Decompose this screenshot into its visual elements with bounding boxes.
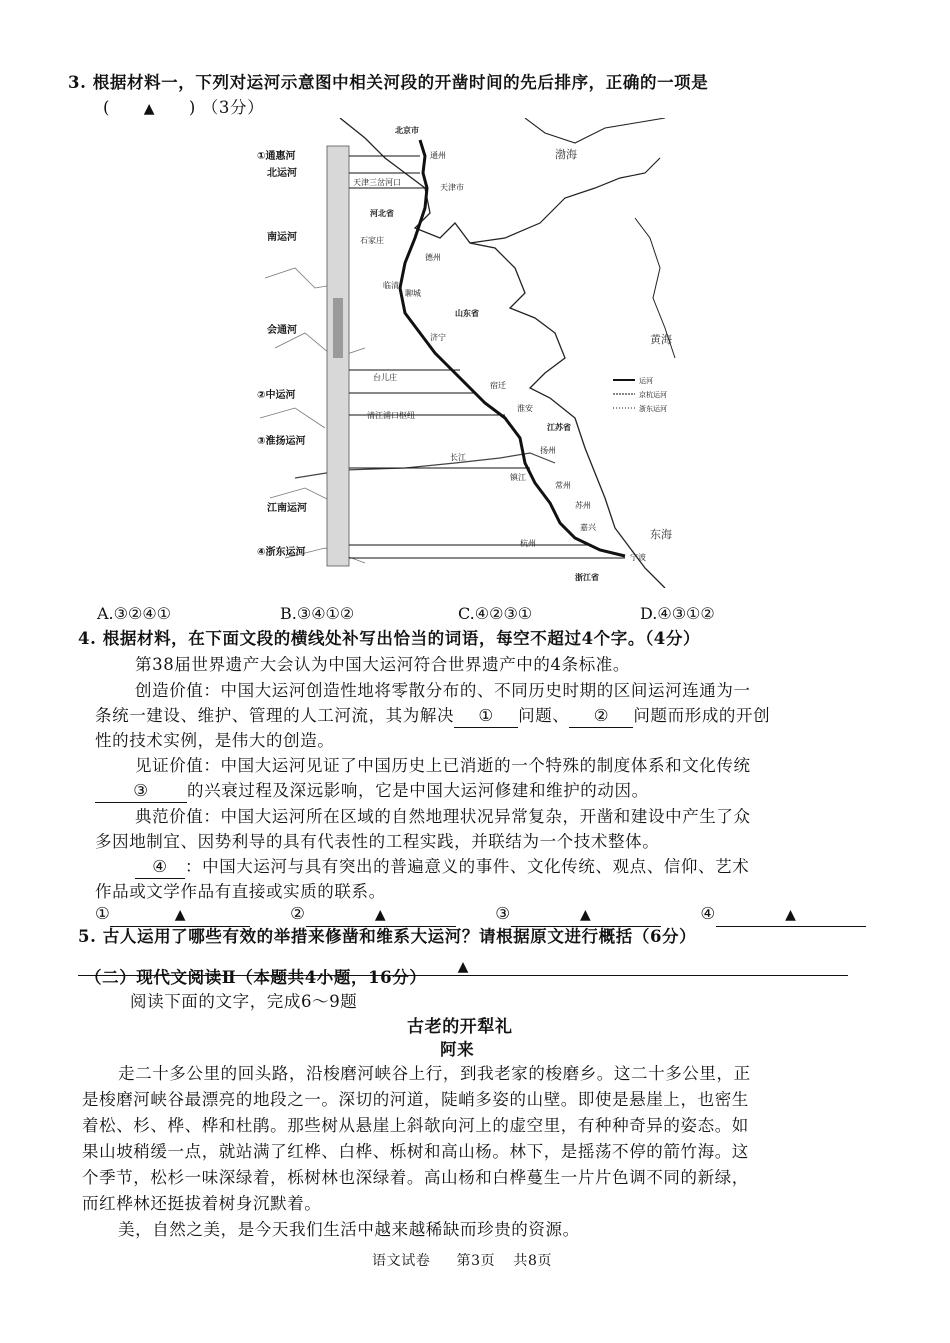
q3-stem <box>68 72 708 94</box>
place-zhejiang: 浙江省 <box>575 573 599 582</box>
q3-score: （3分） <box>201 98 265 117</box>
q4-creative-pre: 条统一建设、维护、管理的人工河流，其为解决 <box>95 706 455 725</box>
footer-subject: 语文试卷 <box>372 1253 431 1269</box>
answer-line-4[interactable] <box>716 903 866 927</box>
sea-huanghai: 黄海 <box>650 333 672 346</box>
answer-marker-icon: ▲ <box>374 907 387 923</box>
q3-option-d: D.④③①② <box>640 604 715 623</box>
blank-1: ① <box>454 705 518 728</box>
shandong-coast <box>470 158 660 243</box>
canal-label-zhongyun: ②中运河 <box>257 390 296 401</box>
canal-label-huitong: 会通河 <box>267 325 297 336</box>
place-shijiazhuang: 石家庄 <box>360 236 384 245</box>
place-suzhou: 苏州 <box>575 501 591 510</box>
answer-marker-icon: ▲ <box>143 101 156 117</box>
paren-close: ) <box>188 98 196 117</box>
article-line: 是梭磨河峡谷最漂亮的地段之一。深切的河道，陡峭多姿的山壁。即使是悬崖上，也密生 <box>82 1090 749 1109</box>
answer-label-1: ① <box>95 904 111 923</box>
q4-creative-line2 <box>95 705 770 728</box>
place-dezhou: 德州 <box>425 253 441 262</box>
place-huaian: 淮安 <box>517 404 533 413</box>
article-title: 古老的开犁礼 <box>407 1017 513 1037</box>
elevation-band-dark <box>333 298 343 358</box>
q4-creative-line1: 创造价值：中国大运河创造性地将零散分布的、不同历史时期的区间运河连通为一 <box>135 681 751 700</box>
answer-line-1[interactable] <box>110 903 250 927</box>
liaodong-coast <box>525 118 665 143</box>
grand-canal-route <box>400 140 625 556</box>
canal-label-beiyun: 北运河 <box>267 168 297 179</box>
q4-creative-mid: 问题、 <box>518 706 570 725</box>
place-changjiang: 长江 <box>450 453 466 462</box>
place-ningbo: 宁波 <box>630 553 646 562</box>
sea-donghai: 东海 <box>650 528 672 541</box>
article-line: 走二十多公里的回头路，沿梭磨河峡谷上行，到我老家的梭磨乡。这二十多公里，正 <box>118 1064 751 1083</box>
place-suqian: 宿迁 <box>490 381 506 390</box>
answer-marker-icon: ▲ <box>457 959 469 975</box>
answer-marker-icon: ▲ <box>579 907 592 923</box>
q3-option-c: C.④②③① <box>458 604 533 623</box>
canal-label-zhedong: ④浙东运河 <box>257 547 306 558</box>
place-qingjiangpu: 清江浦口枢纽 <box>367 411 415 420</box>
place-hangzhou: 杭州 <box>520 539 536 548</box>
q4-witness-post: 的兴衰过程及深远影响，它是中国大运河修建和维护的动因。 <box>187 781 649 800</box>
answer-label-4: ④ <box>700 904 716 923</box>
place-shandong: 山东省 <box>455 309 479 318</box>
place-linqing: 临清 <box>383 281 399 290</box>
place-zhenjiang: 镇江 <box>510 473 526 482</box>
answer-label-3: ③ <box>495 904 511 923</box>
q3-option-b: B.③④①② <box>280 604 355 623</box>
article-line: 果山坡稍缓一点，就站满了红桦、白桦、栎树和高山杨。林下，是摇荡不停的箭竹海。这 <box>82 1142 749 1161</box>
footer-page: 第3页 <box>456 1253 496 1269</box>
map-legend <box>613 376 667 413</box>
paren-open: ( <box>103 98 111 117</box>
q3-answer-slot <box>103 97 264 120</box>
q4-stem: 4. 根据材料，在下面文段的横线处补写出恰当的词语，每空不超过4个字。（4分） <box>78 629 701 648</box>
place-tianjin: 天津市 <box>440 183 464 192</box>
footer-total: 共8页 <box>513 1253 553 1269</box>
article-line: 着松、杉、桦、桦和杜鹃。那些树从悬崖上斜欹向河上的虚空里，有种种奇异的姿态。如 <box>82 1116 749 1135</box>
place-jiaxing: 嘉兴 <box>580 523 596 532</box>
svg-text:浙东运河: 浙东运河 <box>639 405 667 413</box>
place-taierzhuang: 台儿庄 <box>373 373 397 382</box>
article-author: 阿来 <box>440 1040 475 1059</box>
place-jining: 济宁 <box>430 333 446 342</box>
q4-association-post: ：中国大运河与具有突出的普遍意义的事件、文化传统、观点、信仰、艺术 <box>185 857 750 876</box>
sea-bohai: 渤海 <box>555 148 577 161</box>
answer-label-2: ② <box>290 904 306 923</box>
q4-witness-line2 <box>95 780 649 803</box>
place-sanchahekou: 天津三岔河口 <box>353 178 401 187</box>
q4-creative-post: 问题而形成的开创 <box>633 706 771 725</box>
svg-text:运河: 运河 <box>639 377 653 385</box>
q4-association-line2: 作品或文学作品有直接或实质的联系。 <box>95 882 386 901</box>
page-footer <box>372 1250 552 1272</box>
section2-instruction: 阅读下面的文字，完成6～9题 <box>130 992 358 1011</box>
place-changzhou: 常州 <box>555 481 571 490</box>
article-line: 美，自然之美，是今天我们生活中越来越稀缺而珍贵的资源。 <box>118 1220 580 1239</box>
blank-4: ④ <box>135 856 185 879</box>
svg-text:京杭运河: 京杭运河 <box>639 391 667 399</box>
place-yangzhou: 扬州 <box>540 446 556 455</box>
grand-canal-map <box>255 118 685 588</box>
q4-model-line1: 典范价值：中国大运河所在区域的自然地理状况异常复杂，开凿和建设中产生了众 <box>135 807 751 826</box>
q3-option-a: A.③②④① <box>97 604 172 623</box>
answer-marker-icon: ▲ <box>174 907 187 923</box>
canal-label-jiangnan: 江南运河 <box>267 503 307 514</box>
canal-label-huaiyang: ③淮扬运河 <box>257 436 306 447</box>
q4-answer-row <box>95 903 866 927</box>
canal-label-nanyun: 南运河 <box>267 232 297 243</box>
place-jiangsu: 江苏省 <box>547 423 571 432</box>
blank-2: ② <box>569 705 633 728</box>
section2-heading: （二）现代文阅读Ⅱ（本题共4小题，16分） <box>85 968 427 987</box>
q3-line1: 3. 根据材料一，下列对运河示意图中相关河段的开凿时间的先后排序，正确的一项是 <box>68 73 709 92</box>
blank-3: ③ <box>95 780 187 803</box>
place-liaocheng: 聊城 <box>405 289 421 298</box>
q4-model-line2: 多因地制宜、因势利导的具有代表性的工程实践，并联结为一个技术整体。 <box>95 832 660 851</box>
place-hebei: 河北省 <box>370 209 394 218</box>
article-line: 而红桦林还挺拔着树身沉默着。 <box>82 1194 322 1213</box>
answer-marker-icon: ▲ <box>785 907 797 923</box>
canal-label-tonghui: ①通惠河 <box>257 151 296 162</box>
answer-line-2[interactable] <box>306 903 456 927</box>
q5-stem: 5. 古人运用了哪些有效的举措来修凿和维系大运河？请根据原文进行概括（6分） <box>78 927 697 946</box>
q4-association-line1 <box>135 856 749 879</box>
answer-line-3[interactable] <box>511 903 661 927</box>
q4-witness-line1: 见证价值：中国大运河见证了中国历史上已消逝的一个特殊的制度体系和文化传统 <box>135 756 751 775</box>
place-beijing: 北京市 <box>395 126 419 135</box>
place-tongzhou: 通州 <box>430 151 446 160</box>
q4-intro: 第38届世界遗产大会认为中国大运河符合世界遗产中的4条标准。 <box>135 655 630 674</box>
article-line: 个季节，松杉一味深绿着，栎树林也深绿着。高山杨和白桦蔓生一片片色调不同的新绿， <box>82 1168 749 1187</box>
q4-creative-line3: 性的技术实例，是伟大的创造。 <box>95 731 335 750</box>
